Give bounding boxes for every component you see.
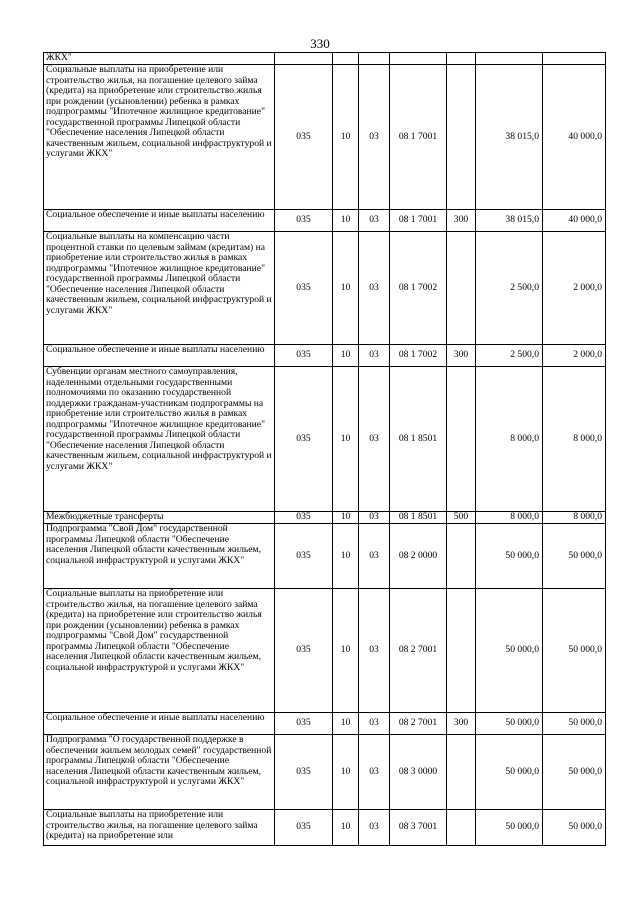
table-row [44,512,606,524]
amount-2015-cell: 50 000,0 [476,810,543,846]
target-article-cell: 08 1 8501 [390,367,447,512]
expense-type-cell [447,367,476,512]
table-row [44,713,606,735]
razdel-cell: 10 [333,713,359,735]
table-row [44,345,606,367]
amount-2016-cell: 50 000,0 [543,713,606,735]
target-article-cell: 08 1 7002 [390,232,447,345]
amount-2016-cell: 2 000,0 [543,345,606,367]
expense-type-cell [447,524,476,589]
budget-table [43,52,606,846]
row-name-cell: Социальное обеспечение и иные выплаты населению [44,345,275,367]
podrazdel-cell: 03 [359,367,390,512]
ved-code-cell: 035 [275,345,333,367]
podrazdel-cell: 03 [359,735,390,810]
podrazdel-cell: 03 [359,810,390,846]
row-name-cell: Социальные выплаты на приобретение или строительство жилья, на погашение целевого займа (кредита) на приобретение или строительство жилья при рождении (усыновлении) ребенка в рамках подпрограммы "Ипотечное жилищное кредитование" государственной программы Липецкой области "Обеспечение населения Липецкой области качественным жильем, социальной инфраструктурой и услугами ЖКХ" [44,65,275,210]
podrazdel-cell: 03 [359,232,390,345]
amount-2015-cell: 2 500,0 [476,345,543,367]
expense-type-cell [447,810,476,846]
table-row [44,367,606,512]
row-name-cell: Социальное обеспечение и иные выплаты населению [44,210,275,232]
table-row [44,524,606,589]
amount-2016-cell: 50 000,0 [543,589,606,713]
razdel-cell: 10 [333,345,359,367]
amount-2015-cell: 8 000,0 [476,367,543,512]
razdel-cell: 10 [333,524,359,589]
podrazdel-cell: 03 [359,512,390,524]
ved-code-cell: 035 [275,589,333,713]
table-row [44,232,606,345]
expense-type-cell [447,65,476,210]
row-name-cell: Социальные выплаты на компенсацию части процентной ставки по целевым займам (кредитам) на приобретение или строительство жилья в рамках подпрограммы "Ипотечное жилищное кредитование" государственной программы Липецкой области "Обеспечение населения Липецкой области качественным жильем, социальной инфраструктурой и услугами ЖКХ" [44,232,275,345]
ved-code-cell: 035 [275,713,333,735]
expense-type-cell [447,589,476,713]
razdel-cell: 10 [333,210,359,232]
amount-2016-cell: 50 000,0 [543,735,606,810]
amount-2016-cell: 2 000,0 [543,232,606,345]
target-article-cell: 08 2 0000 [390,524,447,589]
expense-type-cell: 300 [447,345,476,367]
amount-2015-cell: 50 000,0 [476,713,543,735]
amount-2015-cell: 50 000,0 [476,735,543,810]
podrazdel-cell: 03 [359,65,390,210]
table-body [44,53,606,846]
row-name-cell: Социальные выплаты на приобретение или строительство жилья, на погашение целевого займа (кредита) на приобретение или [44,810,275,846]
ved-code-cell: 035 [275,524,333,589]
target-article-cell: 08 1 7001 [390,65,447,210]
row-name-cell: Подпрограмма "О государственной поддержке в обеспечении жильем молодых семей" государственной программы Липецкой области "Обеспечение населения Липецкой области качественным жильем, социальной инфраструктурой и услугами ЖКХ" [44,735,275,810]
ved-code-cell [275,53,333,65]
ved-code-cell: 035 [275,735,333,810]
amount-2015-cell: 38 015,0 [476,210,543,232]
ved-code-cell: 035 [275,65,333,210]
row-name-cell: Субвенции органам местного самоуправления, наделенными отдельными государственными полномочиями по оказанию государственной поддержки гражданам-участникам подпрограммы на приобретение или строительство жилья в рамках подпрограммы "Ипотечное жилищное кредитование" государственной программы Липецкой области "Обеспечение населения Липецкой области качественным жильем, социальной инфраструктурой и услугами ЖКХ" [44,367,275,512]
target-article-cell [390,53,447,65]
expense-type-cell [447,735,476,810]
podrazdel-cell: 03 [359,345,390,367]
amount-2016-cell [543,53,606,65]
podrazdel-cell: 03 [359,524,390,589]
table-row [44,735,606,810]
amount-2015-cell: 2 500,0 [476,232,543,345]
target-article-cell: 08 1 7001 [390,210,447,232]
amount-2015-cell: 50 000,0 [476,589,543,713]
expense-type-cell: 300 [447,713,476,735]
podrazdel-cell: 03 [359,589,390,713]
page-number: 330 [310,36,330,51]
amount-2016-cell: 50 000,0 [543,810,606,846]
podrazdel-cell: 03 [359,713,390,735]
razdel-cell: 10 [333,810,359,846]
table-row [44,810,606,846]
podrazdel-cell [359,53,390,65]
target-article-cell: 08 1 7002 [390,345,447,367]
amount-2016-cell: 40 000,0 [543,65,606,210]
amount-2015-cell: 50 000,0 [476,524,543,589]
ved-code-cell: 035 [275,810,333,846]
table-row [44,589,606,713]
expense-type-cell [447,232,476,345]
target-article-cell: 08 2 7001 [390,589,447,713]
razdel-cell [333,53,359,65]
razdel-cell: 10 [333,232,359,345]
razdel-cell: 10 [333,367,359,512]
razdel-cell: 10 [333,589,359,713]
target-article-cell: 08 3 7001 [390,810,447,846]
podrazdel-cell: 03 [359,210,390,232]
razdel-cell: 10 [333,512,359,524]
amount-2016-cell: 8 000,0 [543,512,606,524]
ved-code-cell: 035 [275,367,333,512]
razdel-cell: 10 [333,735,359,810]
amount-2016-cell: 50 000,0 [543,524,606,589]
table-row [44,210,606,232]
target-article-cell: 08 2 7001 [390,713,447,735]
expense-type-cell [447,53,476,65]
ved-code-cell: 035 [275,232,333,345]
ved-code-cell: 035 [275,512,333,524]
expense-type-cell: 300 [447,210,476,232]
expense-type-cell: 500 [447,512,476,524]
amount-2015-cell: 8 000,0 [476,512,543,524]
table-row [44,65,606,210]
amount-2015-cell: 38 015,0 [476,65,543,210]
target-article-cell: 08 1 8501 [390,512,447,524]
row-name-cell: Социальное обеспечение и иные выплаты населению [44,713,275,735]
amount-2016-cell: 40 000,0 [543,210,606,232]
ved-code-cell: 035 [275,210,333,232]
row-name-cell: Подпрограмма "Свой Дом" государственной программы Липецкой области "Обеспечение населения Липецкой области качественным жильем, социальной инфраструктурой и услугами ЖКХ" [44,524,275,589]
razdel-cell: 10 [333,65,359,210]
table-row [44,53,606,65]
amount-2015-cell [476,53,543,65]
amount-2016-cell: 8 000,0 [543,367,606,512]
row-name-cell: Социальные выплаты на приобретение или строительство жилья, на погашение целевого займа (кредита) на приобретение или строительство жилья при рождении (усыновлении) ребенка в рамках подпрограммы "Свой Дом" государственной программы Липецкой области "Обеспечение населения Липецкой области качественным жильем, социальной инфраструктурой и услугами ЖКХ" [44,589,275,713]
row-name-cell: ЖКХ" [44,53,275,65]
target-article-cell: 08 3 0000 [390,735,447,810]
row-name-cell: Межбюджетные трансферты [44,512,275,524]
